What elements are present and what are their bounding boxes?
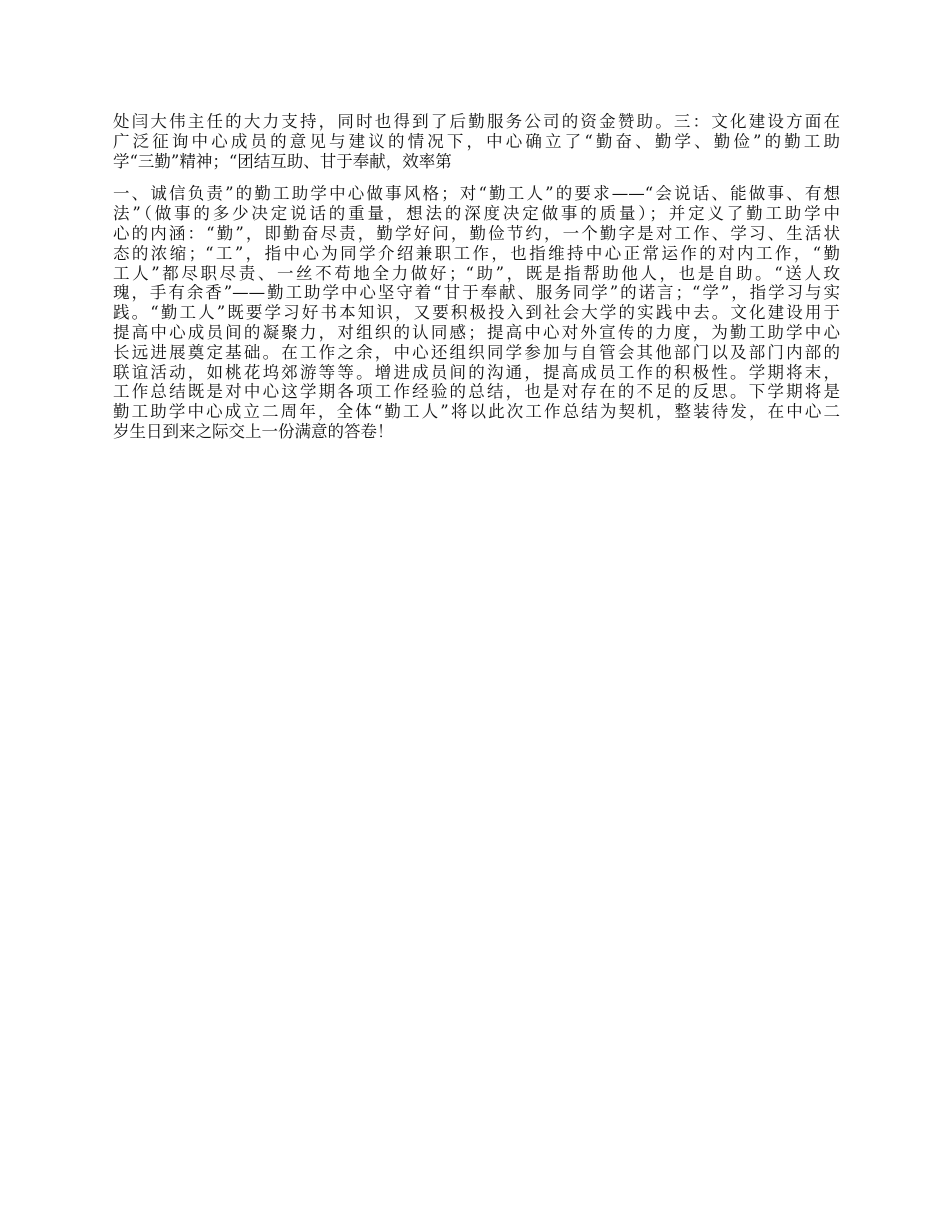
- text-line: 工作总结既是对中心这学期各项工作经验的总结，也是对存在的不足的反思。下学期将是: [113, 382, 840, 402]
- text-line: 瑰，手有余香”——勤工助学中心坚守着“甘于奉献、服务同学”的诺言；“学”，指学习与实: [113, 283, 840, 303]
- text-line: 态的浓缩；“工”，指中心为同学介绍兼职工作，也指维持中心正常运作的对内工作，“勤: [113, 243, 840, 263]
- text-line: 广泛征询中心成员的意见与建议的情况下，中心确立了“勤奋、勤学、勤俭”的勤工助: [113, 131, 840, 151]
- text-line: 一、诚信负责”的勤工助学中心做事风格；对“勤工人”的要求——“会说话、能做事、有想: [113, 184, 840, 204]
- text-line: 践。“勤工人”既要学习好书本知识，又要积极投入到社会大学的实践中去。文化建设用于: [113, 303, 840, 323]
- text-line: 学“三勤”精神；“团结互助、甘于奉献，效率第: [113, 151, 452, 171]
- document-body: [113, 112, 840, 442]
- text-line: 心的内涵：“勤”，即勤奋尽责，勤学好问，勤俭节约，一个勤字是对工作、学习、生活状: [113, 223, 840, 243]
- text-line: 处闫大伟主任的大力支持，同时也得到了后勤服务公司的资金赞助。三：文化建设方面在: [113, 112, 840, 131]
- text-line: 岁生日到来之际交上一份满意的答卷！: [113, 421, 394, 441]
- text-line: 工人”都尽职尽责、一丝不苟地全力做好；“助”，既是指帮助他人，也是自助。“送人玫: [113, 263, 840, 283]
- text-line: 联谊活动，如桃花坞郊游等等。增进成员间的沟通，提高成员工作的积极性。学期将末，: [113, 362, 840, 382]
- text-line: 法”（做事的多少决定说话的重量，想法的深度决定做事的质量）；并定义了勤工助学中: [113, 204, 840, 224]
- paragraph-1: [113, 112, 840, 171]
- text-line: 勤工助学中心成立二周年，全体“勤工人”将以此次工作总结为契机，整装待发，在中心二: [113, 402, 840, 422]
- text-line: 提高中心成员间的凝聚力，对组织的认同感；提高中心对外宣传的力度，为勤工助学中心: [113, 322, 840, 342]
- paragraph-2: [113, 184, 840, 441]
- text-line: 长远进展奠定基础。在工作之余，中心还组织同学参加与自管会其他部门以及部门内部的: [113, 342, 840, 362]
